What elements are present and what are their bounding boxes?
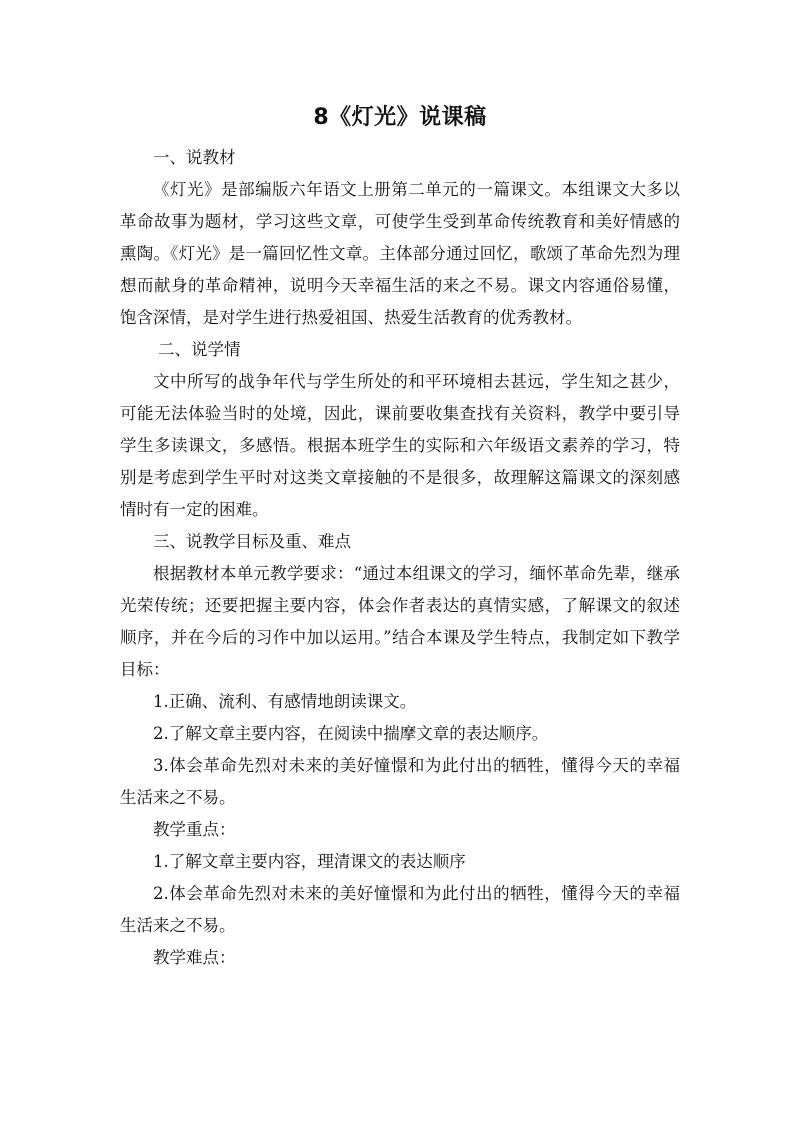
difficulty-label: 教学难点： xyxy=(153,948,236,967)
teaching-goal-item: 2.了解文章主要内容，在阅读中揣摩文章的表达顺序。 xyxy=(153,724,549,743)
key-point-item: 2.体会革命先烈对未来的美好憧憬和为此付出的牺牲，懂得今天的幸福生活来之不易。 xyxy=(120,884,680,935)
key-points-label: 教学重点： xyxy=(153,820,236,839)
section-heading-teaching-material: 一、说教材 xyxy=(153,148,236,167)
section-heading-teaching-goals: 三、说教学目标及重、难点 xyxy=(153,532,351,551)
teaching-goal-item: 1.正确、流利、有感情地朗读课文。 xyxy=(153,692,417,711)
document-title: 8《灯光》说课稿 xyxy=(313,105,487,130)
section-heading-student-analysis: 二、说学情 xyxy=(157,340,241,359)
teaching-goal-item: 3.体会革命先烈对未来的美好憧憬和为此付出的牺牲，懂得今天的幸福生活来之不易。 xyxy=(120,756,680,807)
paragraph-student-analysis: 文中所写的战争年代与学生所处的和平环境相去甚远，学生知之甚少，可能无法体验当时的处境，因此，课前要收集查找有关资料，教学中要引导学生多读课文，多感悟。根据本班学生的实际和六年级语文素养的学习，特别是考虑到学生平时对这类文章接触的不是很多，故理解这篇课文的深刻感情时有一定的困难。 xyxy=(120,372,680,519)
key-point-item: 1.了解文章主要内容，理清课文的表达顺序 xyxy=(153,852,466,871)
paragraph-teaching-goals-intro: 根据教材本单元教学要求：“通过本组课文的学习，缅怀革命先辈，继承光荣传统；还要把握主要内容，体会作者表达的真情实感，了解课文的叙述顺序，并在今后的习作中加以运用。”结合本课及学生特点，我制定如下教学目标： xyxy=(120,564,680,679)
paragraph-teaching-material: 《灯光》是部编版六年语文上册第二单元的一篇课文。本组课文大多以革命故事为题材，学习这些文章，可使学生受到革命传统教育和美好情感的熏陶。《灯光》是一篇回忆性文章。主体部分通过回忆，歌颂了革命先烈为理想而献身的革命精神，说明今天幸福生活的来之不易。课文内容通俗易懂，饱含深情，是对学生进行热爱祖国、热爱生活教育的优秀教材。 xyxy=(120,180,680,327)
document-body xyxy=(120,100,680,974)
